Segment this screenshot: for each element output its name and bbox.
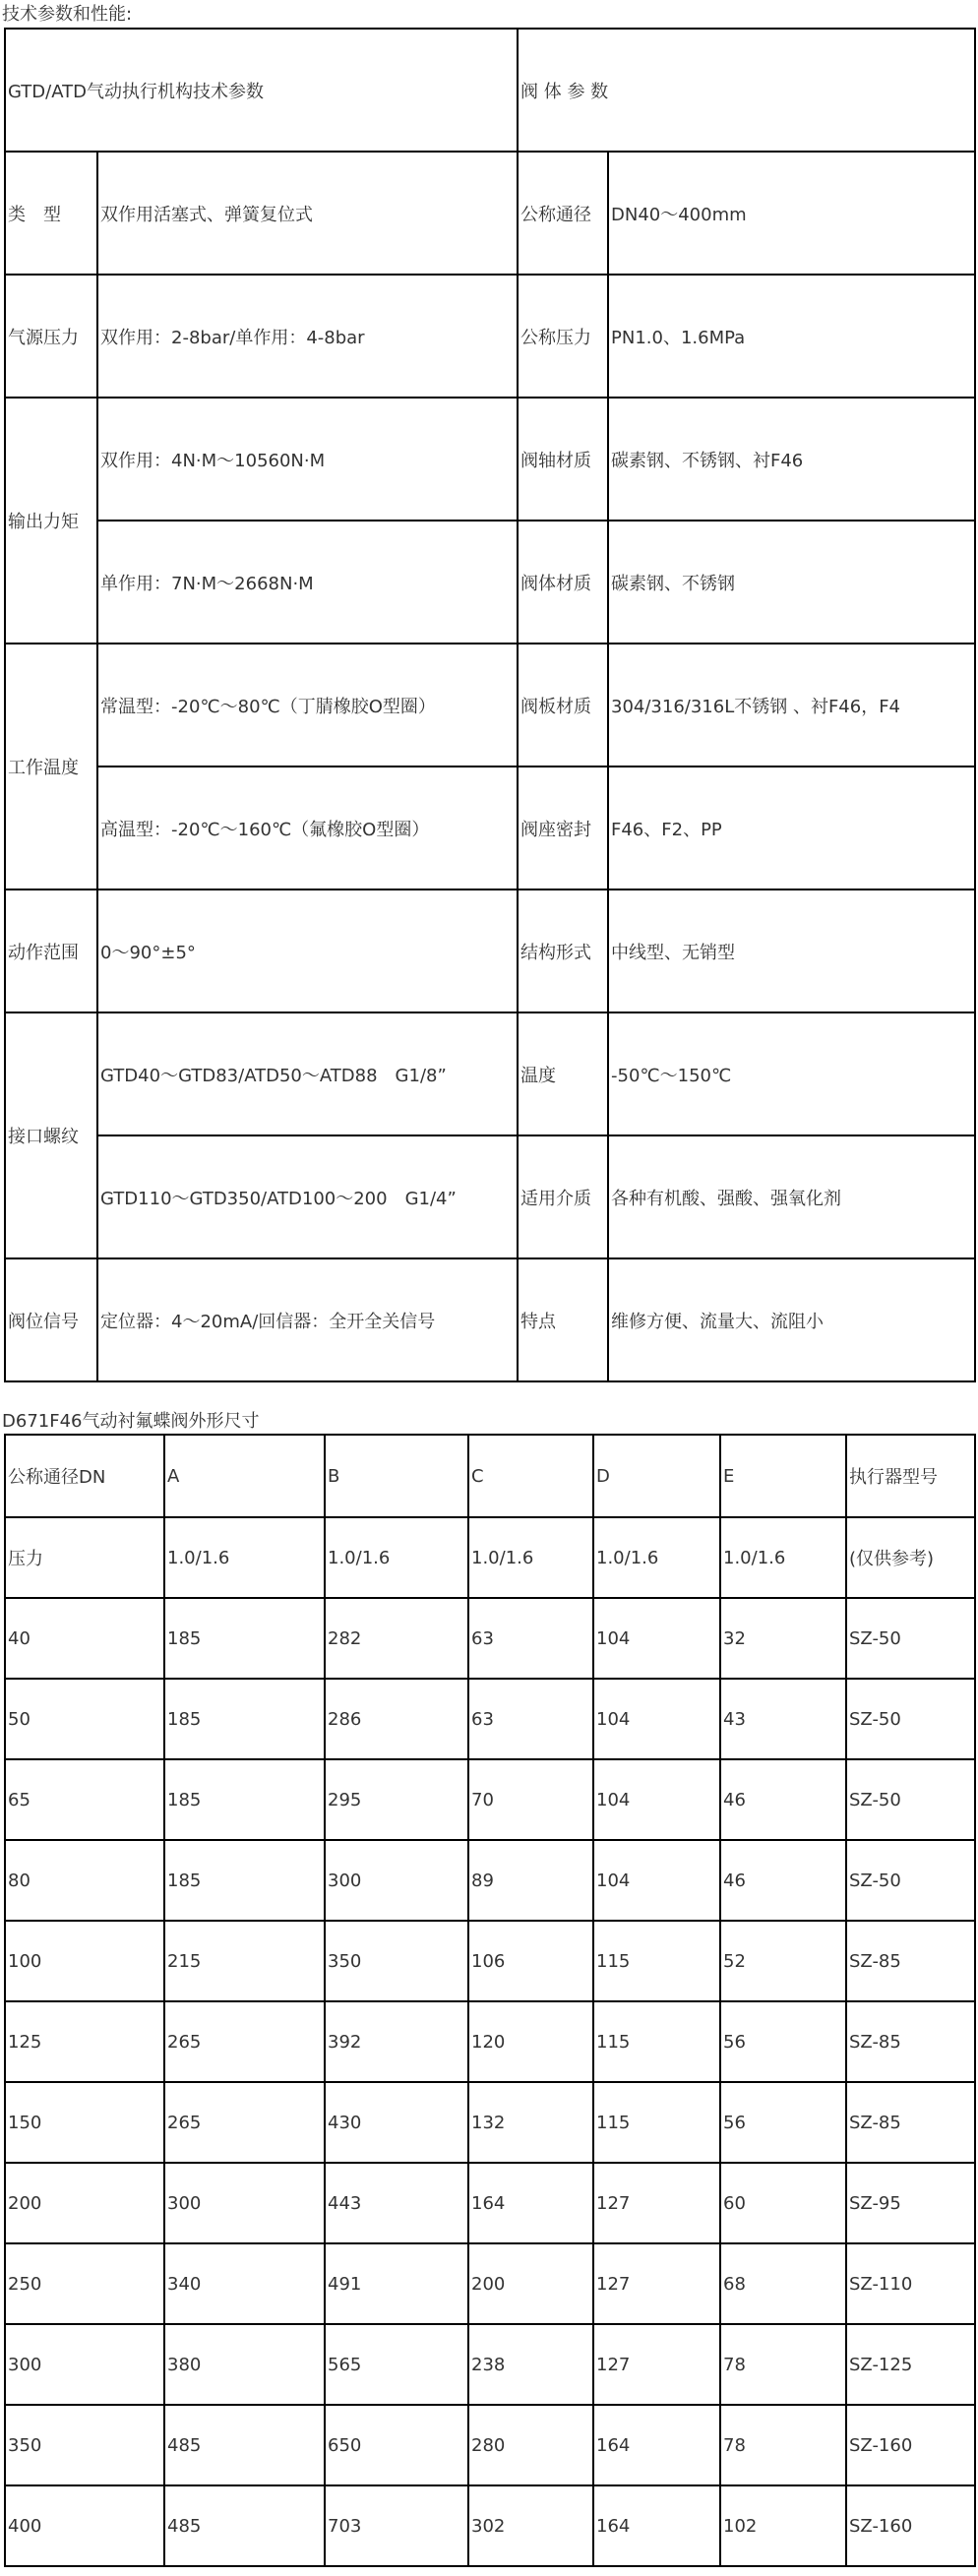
spec-row (5, 644, 975, 767)
table-row (5, 2405, 975, 2485)
table-cell: 132 (468, 2082, 593, 2163)
table-cell: SZ-160 (846, 2485, 975, 2566)
table-cell: 392 (325, 2001, 468, 2082)
table-cell: A (164, 1435, 325, 1517)
table-cell: C (468, 1435, 593, 1517)
table-cell: 340 (164, 2243, 325, 2324)
table-cell: SZ-85 (846, 1921, 975, 2001)
dimensions-table (4, 1434, 976, 2567)
table-cell: 300 (5, 2324, 164, 2405)
table-cell: 50 (5, 1679, 164, 1759)
spec-header-row (5, 29, 975, 152)
table-cell: SZ-110 (846, 2243, 975, 2324)
param-value: DN40～400mm (608, 152, 975, 275)
param-value: F46、F2、PP (608, 767, 975, 889)
param-label: 公称压力 (518, 275, 608, 398)
spec-value: 0～90°±5° (97, 889, 518, 1012)
param-label: 特点 (518, 1258, 608, 1381)
table-cell: 430 (325, 2082, 468, 2163)
table-cell: 650 (325, 2405, 468, 2485)
table-cell: 286 (325, 1679, 468, 1759)
table-cell: D (593, 1435, 720, 1517)
spec-value: 高温型：-20℃～160℃（氟橡胶O型圈） (97, 767, 518, 889)
table-row (5, 1840, 975, 1921)
table-cell: SZ-50 (846, 1759, 975, 1840)
param-value: 中线型、无销型 (608, 889, 975, 1012)
table-cell: 63 (468, 1598, 593, 1679)
table-row (5, 1679, 975, 1759)
table-row (5, 2243, 975, 2324)
table-cell: 100 (5, 1921, 164, 2001)
table-cell: 89 (468, 1840, 593, 1921)
spec-value: GTD110～GTD350/ATD100～200 G1/4” (97, 1135, 518, 1258)
table-cell: 70 (468, 1759, 593, 1840)
param-label: 温度 (518, 1012, 608, 1135)
spec-value: 定位器：4～20mA/回信器：全开全关信号 (97, 1258, 518, 1381)
actuator-params-header: GTD/ATD气动执行机构技术参数 (5, 29, 518, 152)
table-cell: 52 (720, 1921, 846, 2001)
table-row (5, 2324, 975, 2405)
table-cell: 102 (720, 2485, 846, 2566)
table-cell: 491 (325, 2243, 468, 2324)
table-cell: SZ-85 (846, 2082, 975, 2163)
table-cell: 302 (468, 2485, 593, 2566)
table-cell: 46 (720, 1840, 846, 1921)
table-cell: 265 (164, 2082, 325, 2163)
table-cell: 238 (468, 2324, 593, 2405)
table-cell: 200 (468, 2243, 593, 2324)
table-cell: 164 (593, 2405, 720, 2485)
table-cell: 1.0/1.6 (593, 1517, 720, 1598)
param-label: 阀体材质 (518, 521, 608, 644)
table-cell: SZ-125 (846, 2324, 975, 2405)
pressure-row (5, 1517, 975, 1598)
table-cell: (仅供参考) (846, 1517, 975, 1598)
table-cell: 104 (593, 1840, 720, 1921)
table-cell: 485 (164, 2485, 325, 2566)
param-label: 阀轴材质 (518, 398, 608, 521)
table-cell: SZ-160 (846, 2405, 975, 2485)
table-cell: 115 (593, 2001, 720, 2082)
table-cell: B (325, 1435, 468, 1517)
table-cell: 执行器型号 (846, 1435, 975, 1517)
spec-value: 双作用：4N·M～10560N·M (97, 398, 518, 521)
spec-row (5, 1012, 975, 1135)
table-cell: 78 (720, 2324, 846, 2405)
table-cell: 125 (5, 2001, 164, 2082)
param-value: 碳素钢、不锈钢 (608, 521, 975, 644)
table-cell: 40 (5, 1598, 164, 1679)
table-cell: 56 (720, 2001, 846, 2082)
table-cell: 43 (720, 1679, 846, 1759)
table-cell: 63 (468, 1679, 593, 1759)
table-cell: 215 (164, 1921, 325, 2001)
param-value: PN1.0、1.6MPa (608, 275, 975, 398)
table-cell: 350 (325, 1921, 468, 2001)
table-cell: 127 (593, 2163, 720, 2243)
param-label: 阀座密封 (518, 767, 608, 889)
spec-label: 工作温度 (5, 644, 97, 889)
section-title-dimensions: D671F46气动衬氟蝶阀外形尺寸 (2, 1411, 260, 1432)
table-cell: 106 (468, 1921, 593, 2001)
table-row (5, 1921, 975, 2001)
spec-row (5, 1135, 975, 1258)
table-cell: 295 (325, 1759, 468, 1840)
table-cell: 350 (5, 2405, 164, 2485)
table-cell: SZ-50 (846, 1840, 975, 1921)
spec-label: 输出力矩 (5, 398, 97, 644)
spec-label: 接口螺纹 (5, 1012, 97, 1258)
spec-row (5, 767, 975, 889)
table-row (5, 2082, 975, 2163)
table-cell: 68 (720, 2243, 846, 2324)
table-cell: SZ-95 (846, 2163, 975, 2243)
table-cell: 200 (5, 2163, 164, 2243)
table-cell: 1.0/1.6 (720, 1517, 846, 1598)
param-value: 304/316/316L不锈钢 、衬F46，F4 (608, 644, 975, 767)
table-cell: E (720, 1435, 846, 1517)
table-cell: 120 (468, 2001, 593, 2082)
table-cell: 164 (468, 2163, 593, 2243)
table-cell: 280 (468, 2405, 593, 2485)
table-cell: 300 (164, 2163, 325, 2243)
table-cell: 公称通径DN (5, 1435, 164, 1517)
table-cell: 127 (593, 2243, 720, 2324)
table-cell: SZ-85 (846, 2001, 975, 2082)
table-cell: 485 (164, 2405, 325, 2485)
table-cell: 压力 (5, 1517, 164, 1598)
param-label: 公称通径 (518, 152, 608, 275)
table-cell: 565 (325, 2324, 468, 2405)
table-row (5, 2001, 975, 2082)
param-value: 碳素钢、不锈钢、衬F46 (608, 398, 975, 521)
table-cell: 400 (5, 2485, 164, 2566)
spec-row (5, 889, 975, 1012)
table-cell: 46 (720, 1759, 846, 1840)
table-cell: 703 (325, 2485, 468, 2566)
table-row (5, 2163, 975, 2243)
spec-row (5, 1258, 975, 1381)
spec-label: 阀位信号 (5, 1258, 97, 1381)
spec-row (5, 152, 975, 275)
table-row (5, 2485, 975, 2566)
section-title-specs: 技术参数和性能: (2, 4, 133, 25)
table-cell: 185 (164, 1598, 325, 1679)
table-cell: 282 (325, 1598, 468, 1679)
param-label: 适用介质 (518, 1135, 608, 1258)
table-cell: 185 (164, 1679, 325, 1759)
table-cell: 80 (5, 1840, 164, 1921)
table-cell: 65 (5, 1759, 164, 1840)
param-value: 各种有机酸、强酸、强氧化剂 (608, 1135, 975, 1258)
spec-row (5, 521, 975, 644)
table-cell: 1.0/1.6 (325, 1517, 468, 1598)
table-cell: 300 (325, 1840, 468, 1921)
table-cell: 78 (720, 2405, 846, 2485)
spec-value: 双作用：2-8bar/单作用：4-8bar (97, 275, 518, 398)
spec-value: 常温型：-20℃～80℃（丁腈橡胶O型圈） (97, 644, 518, 767)
spec-row (5, 398, 975, 521)
table-cell: 56 (720, 2082, 846, 2163)
table-row (5, 1759, 975, 1840)
table-cell: 250 (5, 2243, 164, 2324)
spec-row (5, 275, 975, 398)
table-header-row (5, 1435, 975, 1517)
table-cell: 104 (593, 1598, 720, 1679)
table-cell: 164 (593, 2485, 720, 2566)
spec-value: 单作用：7N·M～2668N·M (97, 521, 518, 644)
table-cell: 127 (593, 2324, 720, 2405)
table-cell: SZ-50 (846, 1679, 975, 1759)
table-cell: 1.0/1.6 (164, 1517, 325, 1598)
param-label: 结构形式 (518, 889, 608, 1012)
param-value: 维修方便、流量大、流阻小 (608, 1258, 975, 1381)
spec-table (4, 28, 976, 1382)
table-cell: 265 (164, 2001, 325, 2082)
table-cell: 443 (325, 2163, 468, 2243)
table-cell: 150 (5, 2082, 164, 2163)
table-row (5, 1598, 975, 1679)
spec-label: 气源压力 (5, 275, 97, 398)
table-cell: 60 (720, 2163, 846, 2243)
param-label: 阀板材质 (518, 644, 608, 767)
param-value: -50℃～150℃ (608, 1012, 975, 1135)
table-cell: 1.0/1.6 (468, 1517, 593, 1598)
spec-label: 动作范围 (5, 889, 97, 1012)
table-cell: SZ-50 (846, 1598, 975, 1679)
table-cell: 185 (164, 1759, 325, 1840)
table-cell: 32 (720, 1598, 846, 1679)
spec-value: GTD40～GTD83/ATD50～ATD88 G1/8” (97, 1012, 518, 1135)
table-cell: 104 (593, 1679, 720, 1759)
valve-body-params-header: 阀 体 参 数 (518, 29, 975, 152)
table-cell: 185 (164, 1840, 325, 1921)
spec-value: 双作用活塞式、弹簧复位式 (97, 152, 518, 275)
table-cell: 115 (593, 2082, 720, 2163)
table-cell: 115 (593, 1921, 720, 2001)
table-cell: 104 (593, 1759, 720, 1840)
spec-label: 类 型 (5, 152, 97, 275)
table-cell: 380 (164, 2324, 325, 2405)
